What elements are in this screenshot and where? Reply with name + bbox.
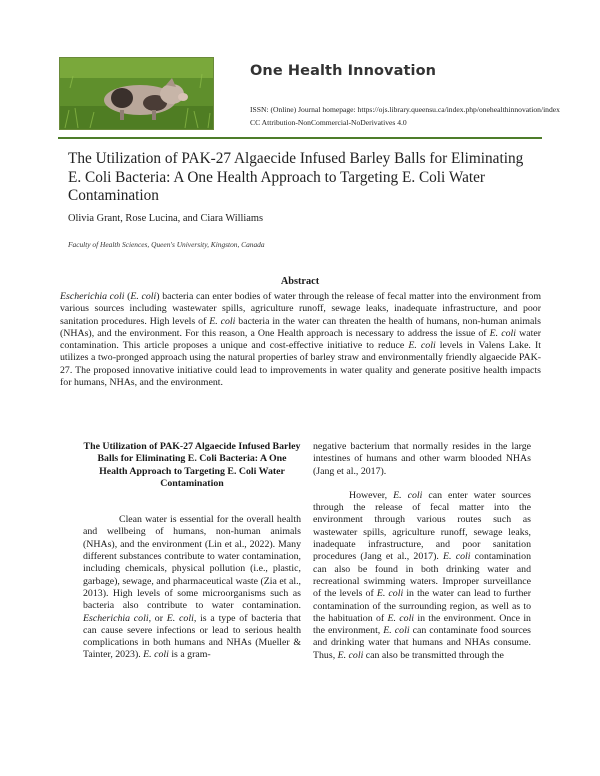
pig-in-grass-image — [60, 58, 213, 129]
journal-header-photo — [59, 57, 214, 130]
license-line: CC Attribution-NonCommercial-NoDerivatives 4.0 — [250, 117, 407, 127]
body-paragraph-2: However, E. coli can enter water sources through the release of fecal matter into the environment through various routes such as wastewater spills, agriculture runoff, sewage leaks, inadequate infrastructure, and poor sanitation procedures (Jang et al., 2017). E. coli contamination can also be found in both drinking water and recreational swimming waters. Improper surveillance of the levels of E. coli in the water can lead to further contamination of the surrounding region, as well as to the habituation of E. coli in the environment. Once in the environment, E. coli can contaminate food sources and drinking water that humans and NHAs consume. Thus, E. coli can also be transmitted through the — [313, 489, 532, 661]
journal-meta — [250, 104, 560, 129]
header-divider — [58, 137, 542, 139]
left-column — [83, 441, 301, 662]
section-heading: The Utilization of PAK-27 Algaecide Infused Barley Balls for Eliminating E. Coli Bacteria: A One Health Approach to Targeting E. Coli Water Contamination — [83, 441, 301, 489]
issn-homepage-line[interactable]: ISSN: (Online) Journal homepage: https://ojs.library.queensu.ca/index.php/onehealthinnovation/index — [250, 105, 560, 114]
body-paragraph-1-continued: negative bacterium that normally resides in the large intestines of humans and other warm blooded NHAs (Jang et al., 2017). — [313, 441, 531, 477]
journal-name: One Health Innovation — [250, 63, 437, 79]
article-authors: Olivia Grant, Rose Lucina, and Ciara Williams — [68, 213, 264, 224]
abstract-heading: Abstract — [280, 276, 320, 287]
article-affiliation: Faculty of Health Sciences, Queen's University, Kingston, Canada — [68, 240, 265, 249]
right-column — [313, 441, 531, 662]
body-paragraph-1: Clean water is essential for the overall health and wellbeing of humans, non-human animals (NHAs), and the environment (Lin et al., 2022). Many different substances contribute to water contamination, including chemicals, physical pollution (i.e., plastic, garbage), sewage, and pharmaceutical waste (Zia et al., 2013). High levels of some microorganisms such as bacteria also contribute to water contamination. Escherichia coli, or E. coli, is a type of bacteria that can cause severe infections or lead to serious health complications in both humans and NHAs (Mueller & Tainter, 2023). E. coli is a gram- — [83, 514, 301, 661]
article-title: The Utilization of PAK-27 Algaecide Infused Barley Balls for Eliminating E. Coli Bacteria: A One Health Approach to Targeting E. Coli Water Contamination — [68, 150, 524, 204]
abstract-text: Escherichia coli (E. coli) bacteria can enter bodies of water through the release of fecal matter into the environment from various sources including wastewater spills, agriculture runoff, sewage leaks, inadequate infrastructure, and poor sanitation procedures. High levels of E. coli bacteria in the water can threaten the health of humans, non-human animals (NHAs), and the environment. For this reason, a One Health approach is necessary to address the issue of E. coli water contamination. This article proposes a unique and cost-effective initiative to reduce E. coli levels in Valens Lake. It utilizes a two-pronged approach using the natural properties of barley straw and environmentally friendly algaecide PAK-27. The proposed innovative initiative could lead to improvements in water quality and generate positive health impacts for humans, NHAs, and the environment. — [60, 291, 542, 389]
